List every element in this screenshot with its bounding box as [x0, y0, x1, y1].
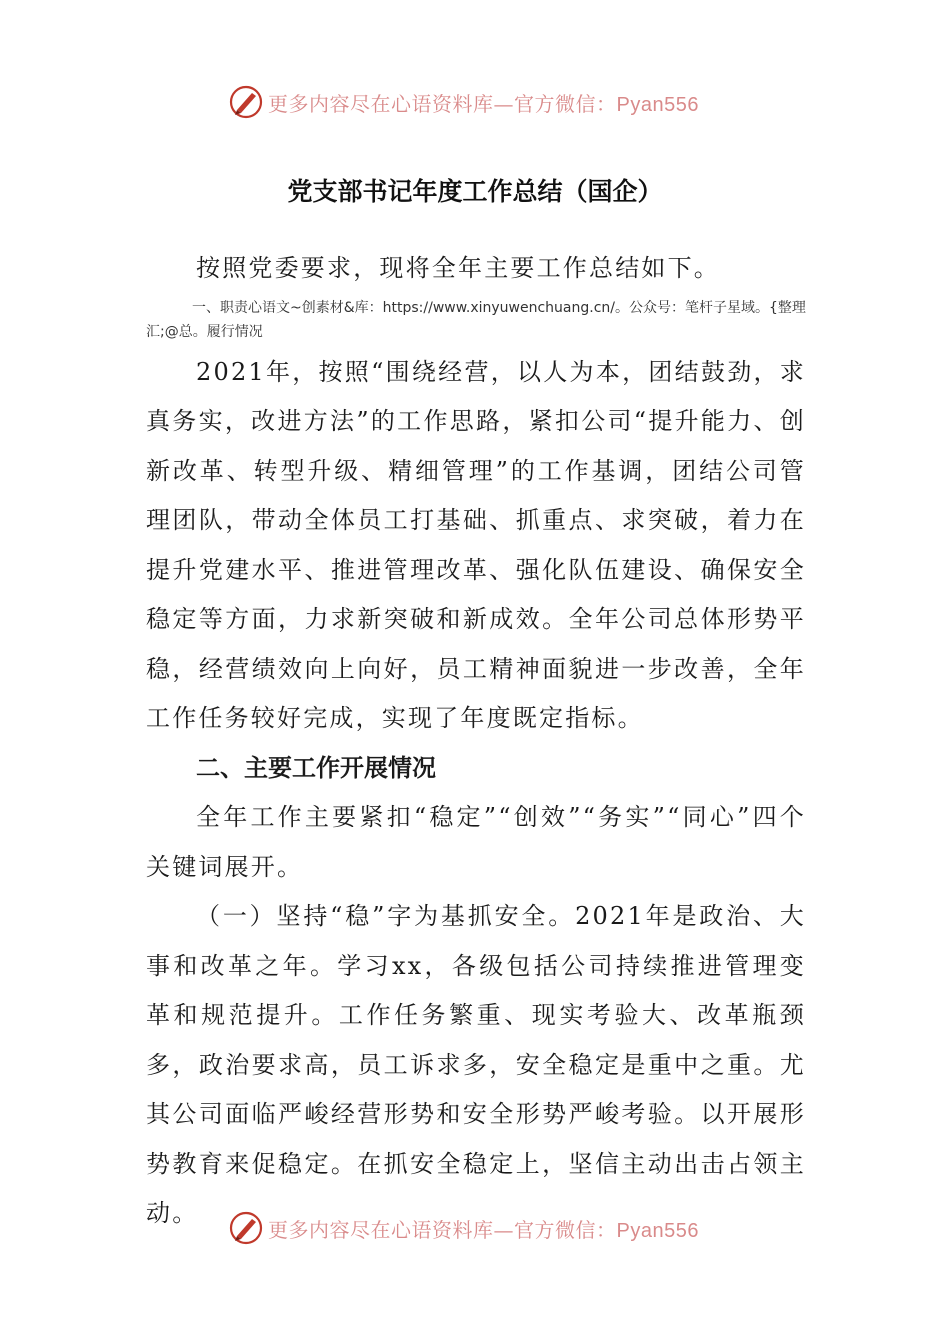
- section2-heading: 二、主要工作开展情况: [196, 753, 436, 782]
- header-watermark-banner: [228, 82, 699, 122]
- watermark-text: 更多内容尽在心语资料库—官方微信：Pyan556: [268, 1217, 699, 1242]
- paragraph-1: 2021年，按照“围绕经营，以人为本，团结鼓劲，求真务实，改进方法”的工作思路，紧扣公司“提升能力、创新改革、转型升级、精细管理”的工作基调，团结公司管理团队，带动全体员工打基础、抓重点、求突破，着力在提升党建水平、推进管理改革、强化队伍建设、确保安全稳定等方面，力求新突破和新成效。全年公司总体形势平稳，经营绩效向上向好，员工精神面貌进一步改善，全年工作任务较好完成，实现了年度既定指标。: [146, 357, 806, 732]
- paragraph-2: 全年工作主要紧扣“稳定”“创效”“务实”“同心”四个关键词展开。: [146, 803, 806, 881]
- document-title: 党支部书记年度工作总结（国企）: [287, 177, 663, 206]
- paragraph-3: （一）坚持“稳”字为基抓安全。2021年是政治、大事和改革之年。学习xx，各级包括公司持续推进管理变革和规范提升。工作任务繁重、现实考验大、改革瓶颈多，政治要求高，员工诉求多，安全稳定是重中之重。尤其公司面临严峻经营形势和安全形势严峻考验。以开展形势教育来促稳定。在抓安全稳定上，坚信主动出击占领主动。: [146, 902, 806, 1227]
- pen-logo-icon: [228, 1210, 264, 1246]
- document-body: [146, 244, 806, 1239]
- footer-watermark-banner: [228, 1208, 699, 1248]
- intro-paragraph: 按照党委要求，现将全年主要工作总结如下。: [196, 254, 720, 282]
- watermark-text: 更多内容尽在心语资料库—官方微信：Pyan556: [268, 91, 699, 116]
- section1-note: 一、职责心语文~创素材&库：https://www.xinyuwenchuang.cn/。公众号：笔杆子星域。{整理汇;@总。履行情况: [146, 299, 806, 340]
- pen-logo-icon: [228, 84, 264, 120]
